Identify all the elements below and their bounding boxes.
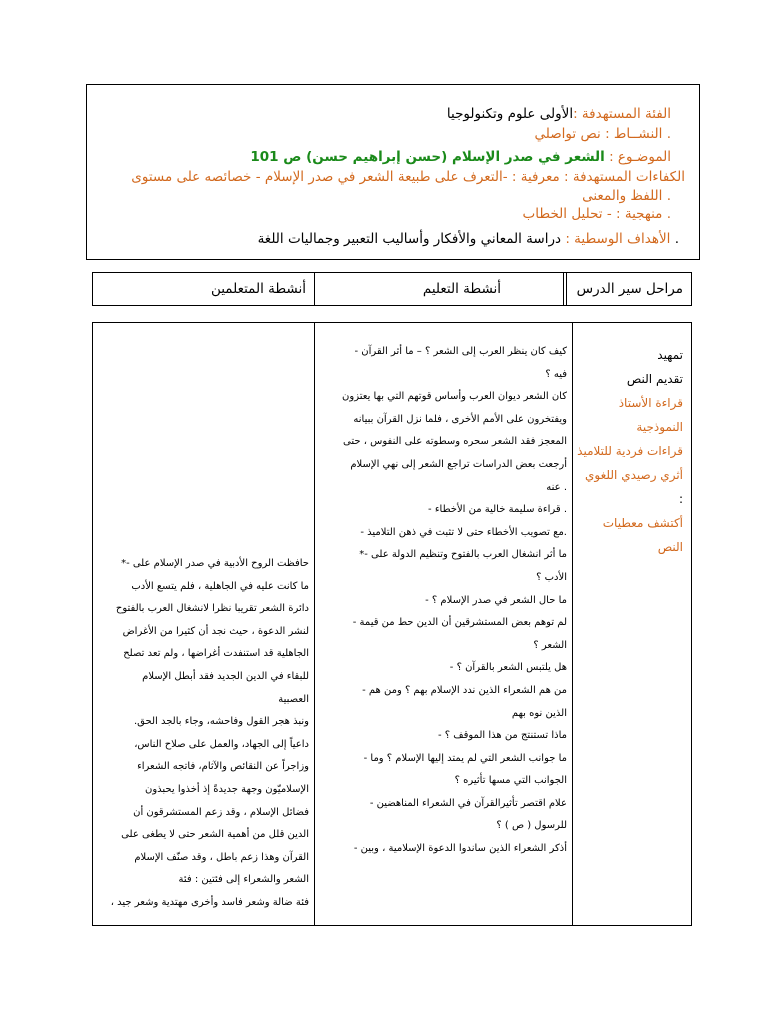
stage-label: تمهيد (657, 348, 683, 362)
teaching-text-line: أذكر الشعراء الذين ساندوا الدعوة الإسلامية ، وبين - (353, 843, 567, 855)
stage-label: النموذجية (636, 420, 683, 434)
teaching-text-line: كان الشعر ديوان العرب وأساس قوتهم التي بها يعتزون (342, 391, 567, 403)
teaching-text-line: ماذا تستنتج من هذا الموقف ؟ - (437, 730, 567, 742)
learner-activities-column (97, 553, 309, 915)
activity-line: . النشــاط : نص تواصلي (534, 126, 671, 142)
learner-text-line: لنشر الدعوة ، حيث نجد أن كثيرا من الأغراض (122, 625, 309, 637)
topic-line: الموضـوع : الشعر في صدر الإسلام (حسن إبراهيم حسن) ص 101 (250, 149, 671, 165)
header-learning: أنشطة المتعلمين (210, 281, 306, 297)
teaching-text-line: ما أثر انشغال العرب بالفتوح وتنظيم الدولة على -* (359, 549, 567, 561)
teaching-text-line: ويفتخرون على الأمم الأخرى ، فلما نزل القرآن ببيانه (353, 413, 567, 425)
teaching-text-line: الشعر ؟ (533, 639, 567, 651)
column-divider (314, 273, 315, 305)
teaching-text-line: فيه ؟ (545, 368, 567, 380)
learner-text-line: الشعر والشعراء إلى فئتين : فئة (178, 874, 309, 886)
teaching-text-line: كيف كان ينظر العرب إلى الشعر ؟ – ما أثر القرآن - (354, 346, 567, 357)
learner-text-line: وزاجراً عن النقائص والآثام، فاتجه الشعراء (137, 761, 309, 773)
learner-text-line: دائرة الشعر تقريبا نظرا لانشغال العرب بالفتوح (115, 603, 309, 615)
teaching-text-line: ما حال الشعر في صدر الإسلام ؟ - (425, 594, 567, 606)
learner-text-line: القرآن وهذا زعم باطل ، وقد صنّف الإسلام (134, 851, 309, 863)
teaching-text-line: . قراءة سليمة خالية من الأخطاء - (428, 504, 567, 516)
teaching-text-line: الأدب ؟ (536, 571, 567, 583)
header-teaching: أنشطة التعليم (422, 281, 501, 297)
learner-text-line: العصبية (278, 693, 309, 705)
stage-label: أثري رصيدي اللغوي (585, 468, 683, 482)
teaching-text-line: لم توهم بعض المستشرقين أن الدين حط من قيمة - (352, 617, 567, 629)
teaching-text-line: المعجز فقد الشعر سحره وسطوته على النفوس ، حتى (343, 436, 567, 448)
lesson-body-table (92, 322, 692, 926)
column-divider (566, 273, 567, 305)
teaching-text-line: الذين نوه بهم (511, 707, 567, 719)
learner-text-line: فئة ضالة وشعر فاسد وأخرى مهتدية وشعر جيد ، (110, 896, 309, 908)
teaching-text-line: أرجعت بعض الدراسات تراجع الشعر إلى نهي الإسلام (350, 458, 567, 470)
stage-label: قراءة الأستاذ (618, 396, 683, 410)
stage-label: : (678, 492, 683, 506)
stage-label: قراءات فردية للتلاميذ (577, 444, 683, 458)
teaching-text-line: علام اقتصر تأثيرالقرآن في الشعراء المناهضين - (369, 797, 567, 809)
learner-text-line: للبقاء في الدين الجديد فقد أبطل الإسلام (142, 670, 309, 682)
competencies-continued: . اللفظ والمعنى (582, 188, 671, 204)
stages-column (578, 343, 683, 559)
teaching-activities-column (321, 341, 567, 861)
column-divider (314, 323, 315, 925)
teaching-text-line: للرسول ( ص ) ؟ (496, 820, 567, 832)
competencies-line: الكفاءات المستهدفة : معرفية : -التعرف على طبيعة الشعر في صدر الإسلام - خصائصه على مستوى (131, 169, 685, 185)
teaching-text-line: .مع تصويب الأخطاء حتى لا تثبت في ذهن التلاميذ - (360, 526, 567, 538)
teaching-text-line: الجوانب التي مسها تأثيره ؟ (454, 775, 567, 787)
learner-text-line: ونبذ هجر القول وفاحشه، وجاء بالجد الحق. (134, 716, 309, 728)
header-stages: مراحل سير الدرس (576, 281, 683, 297)
learner-text-line: فضائل الإسلام ، وقد زعم المستشرقون أن (133, 806, 309, 818)
learner-text-line: ما كانت عليه في الجاهلية ، فلم يتسع الأدب (131, 580, 309, 592)
teaching-text-line: من هم الشعراء الذين ندد الإسلام بهم ؟ ومن هم - (362, 684, 567, 696)
column-divider (572, 323, 573, 925)
learner-text-line: الجاهلية قد استنفدت أغراضها ، ولم تعد تصلح (123, 648, 309, 660)
stage-label: النص (657, 540, 683, 554)
teaching-text-line: . عنه (546, 481, 567, 493)
stage-label: تقديم النص (626, 372, 683, 386)
learner-text-line: الإسلاميّون وجهة جديدةً إذ أخذوا يحبذون (144, 783, 309, 795)
objectives-line: . الأهداف الوسطية : دراسة المعاني والأفكار وأساليب التعبير وجماليات اللغة (257, 231, 679, 247)
column-headers (92, 272, 692, 306)
methodology-line: . منهجية : - تحليل الخطاب (522, 206, 671, 222)
learner-text-line: داعياً إلى الجهاد، والعمل على صلاح الناس، (134, 738, 309, 750)
stage-label: أكتشف معطيات (602, 516, 683, 530)
learner-text-line: الدين قلل من أهمية الشعر حتى لا يطغى على (121, 829, 309, 841)
teaching-text-line: هل يلتبس الشعر بالقرآن ؟ - (449, 662, 567, 674)
teaching-text-line: ما جوانب الشعر التي لم يمتد إليها الإسلام ؟ وما - (363, 752, 567, 764)
target-group-line: الفئة المستهدفة :الأولى علوم وتكنولوجيا (446, 106, 671, 122)
column-divider (563, 273, 564, 305)
learner-text-line: حافظت الروح الأدبية في صدر الإسلام على -* (121, 558, 309, 569)
lesson-info-box (86, 84, 700, 260)
